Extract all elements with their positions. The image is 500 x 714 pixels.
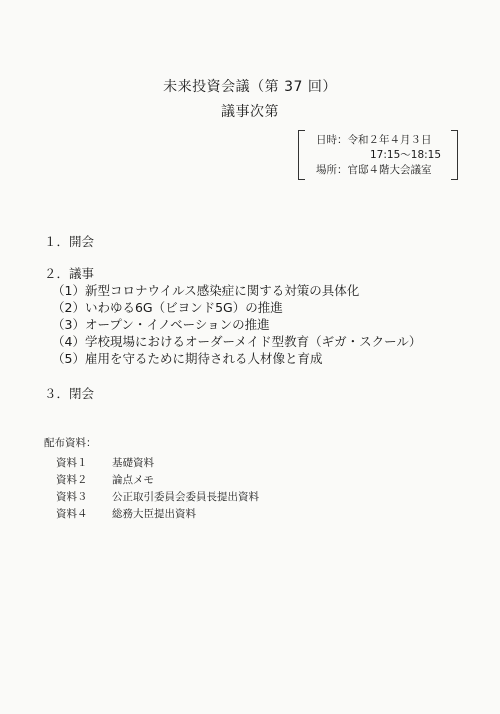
right-bracket xyxy=(451,130,458,180)
agenda-subitem-5: （5）雇用を守るために期待される人材像と育成 xyxy=(52,351,323,366)
doc-id: 資料２ xyxy=(56,474,88,486)
doc-id: 資料４ xyxy=(56,508,88,520)
agenda-heading: 議事次第 xyxy=(221,104,279,120)
agenda-subitem-3: （3）オープン・イノベーションの推進 xyxy=(52,317,270,332)
agenda-subitem-1: （1）新型コロナウイルス感染症に関する対策の具体化 xyxy=(52,283,360,298)
meeting-place: 場所：官邸４階大会議室 xyxy=(316,164,432,176)
agenda-closing: ３．閉会 xyxy=(44,386,95,401)
left-bracket xyxy=(298,130,305,180)
agenda-proceedings: ２．議事 xyxy=(44,266,95,281)
distribution-doc-row xyxy=(56,472,154,487)
doc-name: 総務大臣提出資料 xyxy=(112,508,196,520)
agenda-subitem-2: （2）いわゆる6G（ビヨンド5G）の推進 xyxy=(52,300,283,315)
distribution-doc-row xyxy=(56,489,259,504)
doc-name: 論点メモ xyxy=(112,474,154,486)
doc-id: 資料３ xyxy=(56,491,88,503)
distribution-doc-row xyxy=(56,506,196,521)
agenda-subitem-4: （4）学校現場におけるオーダーメイド型教育（ギガ・スクール） xyxy=(52,334,422,349)
doc-name: 公正取引委員会委員長提出資料 xyxy=(112,491,259,503)
distribution-doc-row xyxy=(56,455,154,470)
doc-id: 資料１ xyxy=(56,457,88,469)
meeting-date: 日時：令和２年４月３日 xyxy=(316,134,432,146)
agenda-opening: １．開会 xyxy=(44,234,95,249)
doc-name: 基礎資料 xyxy=(112,457,154,469)
meeting-info-box xyxy=(298,130,458,180)
distribution-title: 配布資料： xyxy=(44,437,97,449)
meeting-time: 17:15～18:15 xyxy=(370,149,442,161)
meeting-title: 未来投資会議（第 37 回） xyxy=(163,79,337,95)
